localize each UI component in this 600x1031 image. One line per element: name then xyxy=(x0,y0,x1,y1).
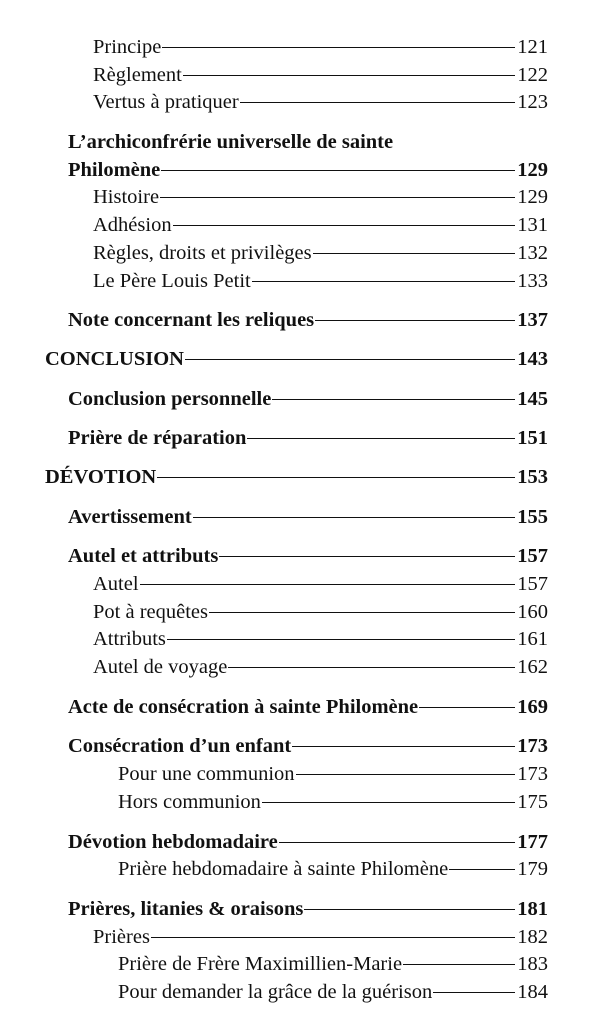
toc-leader-line xyxy=(167,639,515,640)
toc-leader-line xyxy=(272,399,515,400)
toc-entry-regles[interactable] xyxy=(0,240,600,268)
toc-page-number: 157 xyxy=(517,545,548,568)
toc-page-number: 155 xyxy=(517,505,548,528)
toc-entry-principe[interactable] xyxy=(0,34,600,62)
toc-page-number: 179 xyxy=(517,858,548,881)
toc-entry-title: Philomène xyxy=(68,158,161,181)
toc-leader-line xyxy=(209,612,515,613)
toc-leader-line xyxy=(162,47,515,48)
toc-page-number: 123 xyxy=(517,91,548,114)
toc-entry-title: Autel de voyage xyxy=(93,656,228,679)
toc-entry-note-reliques[interactable] xyxy=(0,307,600,335)
toc-entry-title: Acte de consécration à sainte Philomène xyxy=(68,695,419,718)
toc-page-number: 137 xyxy=(517,309,548,332)
table-of-contents xyxy=(0,34,600,1007)
toc-entry-title: Prière hebdomadaire à sainte Philomène xyxy=(118,858,449,881)
toc-entry-avertissement[interactable] xyxy=(0,504,600,532)
toc-leader-line xyxy=(160,197,515,198)
toc-leader-line xyxy=(252,281,516,282)
toc-entry-title: Prière de réparation xyxy=(68,427,247,450)
toc-entry-pot-requetes[interactable] xyxy=(0,599,600,627)
toc-page-number: 157 xyxy=(517,573,548,595)
toc-entry-devotion-hebdo[interactable] xyxy=(0,829,600,857)
toc-entry-autel-voyage[interactable] xyxy=(0,654,600,682)
toc-entry-priere-hebdo[interactable] xyxy=(0,856,600,884)
toc-leader-line xyxy=(173,225,516,226)
toc-entry-consecration-enfant[interactable] xyxy=(0,733,600,761)
toc-leader-line xyxy=(193,517,516,518)
toc-entry-conclusion-personnelle[interactable] xyxy=(0,386,600,414)
toc-entry-attributs[interactable] xyxy=(0,626,600,654)
toc-entry-pere-louis[interactable] xyxy=(0,268,600,296)
toc-entry-title: Hors communion xyxy=(118,790,261,813)
toc-leader-line xyxy=(315,320,515,321)
toc-entry-title: Règles, droits et privilèges xyxy=(93,241,312,264)
toc-entry-pour-communion[interactable] xyxy=(0,761,600,789)
toc-leader-line xyxy=(157,477,515,478)
toc-leader-line xyxy=(140,584,516,585)
toc-page-number: 145 xyxy=(517,387,548,410)
toc-entry-prieres[interactable] xyxy=(0,924,600,952)
toc-leader-line xyxy=(292,746,515,747)
toc-page-number: 129 xyxy=(517,186,548,209)
toc-entry-title: DÉVOTION xyxy=(45,465,157,488)
toc-leader-line xyxy=(313,253,516,254)
toc-entry-title: Autel et attributs xyxy=(68,545,219,568)
toc-page-number: 151 xyxy=(517,427,548,450)
toc-page-number: 177 xyxy=(517,830,548,853)
toc-entry-title: Autel xyxy=(93,573,139,595)
toc-entry-title: Prières xyxy=(93,925,150,948)
toc-entry-vertus[interactable] xyxy=(0,89,600,117)
toc-entry-title: Avertissement xyxy=(68,505,192,528)
toc-page-number: 162 xyxy=(517,656,548,679)
toc-leader-line xyxy=(304,909,515,910)
toc-entry-title: Consécration d’un enfant xyxy=(68,735,292,758)
toc-entry-reglement[interactable] xyxy=(0,62,600,90)
toc-page-number: 183 xyxy=(517,953,548,976)
toc-entry-title: Principe xyxy=(93,36,162,58)
toc-entry-title: CONCLUSION xyxy=(45,347,184,370)
toc-entry-title: Dévotion hebdomadaire xyxy=(68,830,278,853)
toc-leader-line xyxy=(183,75,515,76)
toc-page-number: 133 xyxy=(517,269,548,292)
toc-entry-title: Prières, litanies & oraisons xyxy=(68,897,304,920)
toc-entry-conclusion[interactable] xyxy=(0,346,600,374)
toc-entry-adhesion[interactable] xyxy=(0,212,600,240)
toc-entry-histoire[interactable] xyxy=(0,184,600,212)
toc-page-number: 173 xyxy=(517,763,548,786)
toc-entry-title: Pot à requêtes xyxy=(93,600,208,623)
toc-entry-archiconfrerie[interactable] xyxy=(0,157,600,185)
toc-leader-line xyxy=(262,802,515,803)
toc-leader-line xyxy=(185,359,515,360)
toc-leader-line xyxy=(247,438,515,439)
toc-page-number: 175 xyxy=(517,790,548,813)
toc-page-number: 131 xyxy=(517,214,548,237)
toc-entry-title: Pour demander la grâce de la guérison xyxy=(118,980,433,1003)
toc-leader-line xyxy=(433,992,515,993)
toc-entry-title: Note concernant les reliques xyxy=(68,309,315,332)
toc-entry-devotion[interactable] xyxy=(0,464,600,492)
toc-entry-title: Le Père Louis Petit xyxy=(93,269,251,292)
toc-entry-prieres-litanies[interactable] xyxy=(0,896,600,924)
toc-leader-line xyxy=(403,964,515,965)
toc-page-number: 184 xyxy=(517,980,548,1003)
toc-page-number: 169 xyxy=(517,695,548,718)
toc-page-number: 121 xyxy=(517,36,548,58)
toc-entry-title: Vertus à pratiquer xyxy=(93,91,239,114)
toc-page-number: 122 xyxy=(517,63,548,86)
toc-page-number: 143 xyxy=(517,347,548,370)
toc-page-number: 173 xyxy=(517,735,548,758)
toc-entry-title: Adhésion xyxy=(93,214,172,237)
toc-entry-hors-communion[interactable] xyxy=(0,789,600,817)
toc-entry-acte-consecration[interactable] xyxy=(0,694,600,722)
toc-entry-title: Histoire xyxy=(93,186,160,209)
toc-leader-line xyxy=(228,667,515,668)
toc-entry-autel-attributs[interactable] xyxy=(0,543,600,571)
toc-leader-line xyxy=(219,556,515,557)
toc-leader-line xyxy=(151,937,515,938)
toc-page-number: 132 xyxy=(517,241,548,264)
toc-leader-line xyxy=(279,842,515,843)
toc-page-number: 181 xyxy=(517,897,548,920)
toc-leader-line xyxy=(419,707,515,708)
toc-entry-priere-frere[interactable] xyxy=(0,951,600,979)
toc-entry-title: Prière de Frère Maximillien-Marie xyxy=(118,953,403,976)
toc-entry-title: Règlement xyxy=(93,63,182,86)
toc-page-number: 161 xyxy=(517,628,548,651)
toc-leader-line xyxy=(161,170,515,171)
toc-entry-pour-demander[interactable] xyxy=(0,979,600,1007)
toc-entry-title: Pour une communion xyxy=(118,763,295,786)
toc-page-number: 129 xyxy=(517,158,548,181)
toc-entry-title: Attributs xyxy=(93,628,166,651)
toc-entry-priere-reparation[interactable] xyxy=(0,425,600,453)
toc-entry-autel[interactable] xyxy=(0,571,600,599)
toc-leader-line xyxy=(449,869,515,870)
toc-entry-title: Conclusion personnelle xyxy=(68,387,272,410)
toc-page-number: 153 xyxy=(517,465,548,488)
toc-page-number: 182 xyxy=(517,925,548,948)
toc-leader-line xyxy=(296,774,516,775)
toc-entry-archiconfrerie-line1[interactable]: L’archiconfrérie universelle de sainte xyxy=(68,131,394,154)
toc-page-number: 160 xyxy=(517,600,548,623)
toc-leader-line xyxy=(240,102,516,103)
